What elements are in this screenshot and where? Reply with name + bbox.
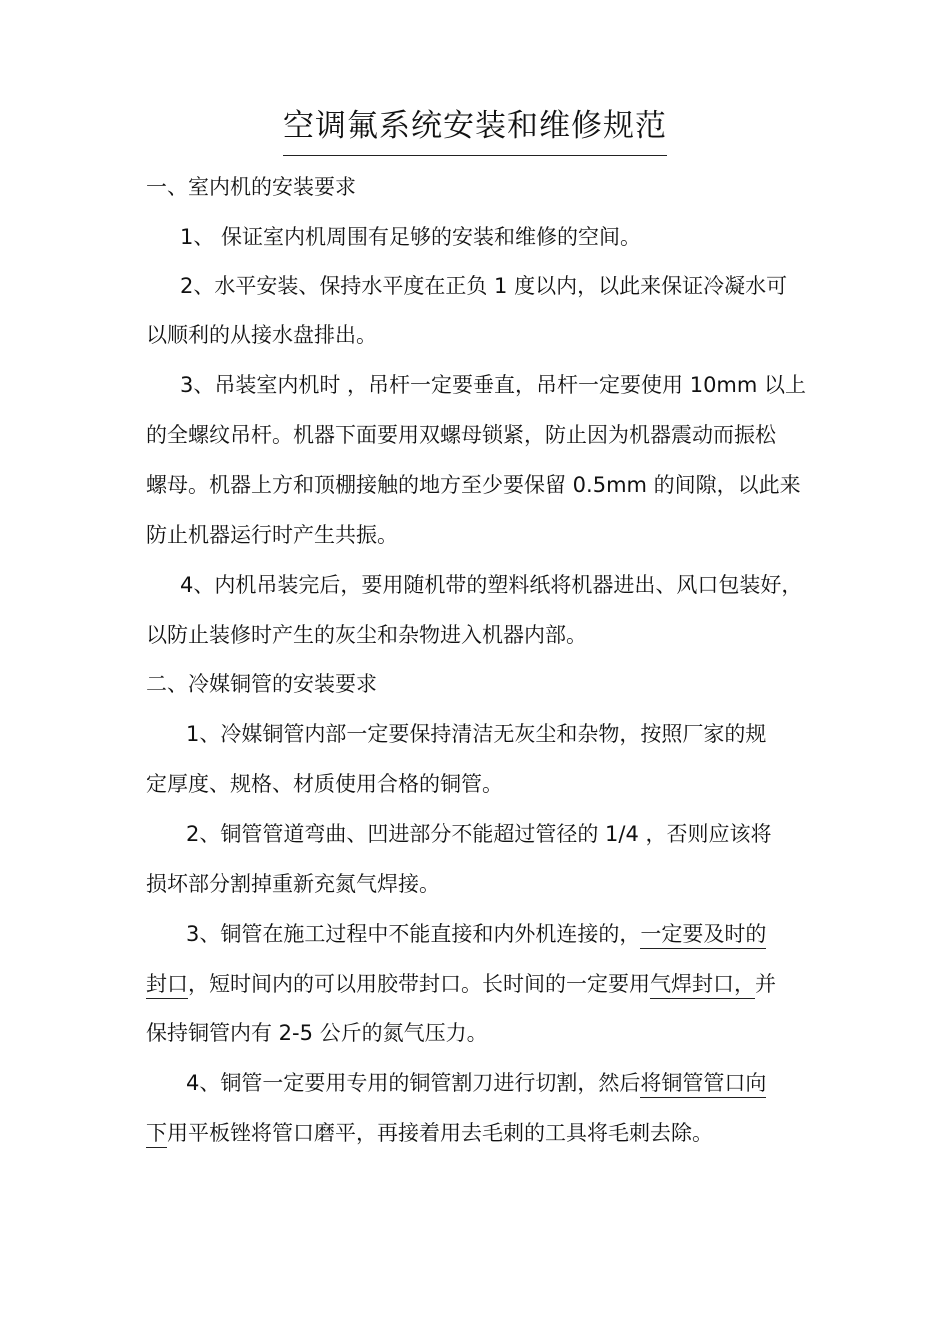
paragraph-line: 损坏部分割掉重新充氮气焊接。	[146, 872, 440, 896]
paragraph-line: 2、水平安装、保持水平度在正负 1 度以内，以此来保证冷凝水可	[180, 274, 788, 298]
paragraph-line: 2、铜管管道弯曲、凹进部分不能超过管径的 1/4 ，否则应该将	[186, 822, 772, 846]
paragraph-line	[186, 919, 766, 949]
underlined-text: 封口	[146, 972, 188, 999]
paragraph-line	[146, 1118, 713, 1148]
text-run: 3、铜管在施工过程中不能直接和内外机连接的，	[186, 922, 641, 946]
paragraph-line	[186, 1068, 766, 1098]
underlined-text: 将铜管管口向	[640, 1071, 766, 1098]
paragraph-line: 螺母。机器上方和顶棚接触的地方至少要保留 0.5mm 的间隙，以此来	[146, 473, 801, 497]
paragraph-line	[146, 969, 776, 999]
paragraph-line: 保持铜管内有 2-5 公斤的氮气压力。	[146, 1021, 488, 1045]
text-run: 4、铜管一定要用专用的铜管割刀进行切割，然后	[186, 1071, 641, 1095]
section-heading-indoor-unit: 一、室内机的安装要求	[146, 175, 356, 199]
title-underline	[283, 155, 667, 156]
paragraph-line: 以顺利的从接水盘排出。	[146, 323, 377, 347]
underlined-text: 一定要及时的	[640, 922, 766, 949]
paragraph-line: 防止机器运行时产生共振。	[146, 523, 398, 547]
underlined-text: 气焊封口，	[650, 972, 755, 999]
underlined-text: 下	[146, 1121, 167, 1148]
text-run: ，短时间内的可以用胶带封口。长时间的一定要用	[188, 972, 650, 996]
document-title: 空调氟系统安装和维修规范	[283, 108, 667, 144]
paragraph-line: 3、吊装室内机时 ，吊杆一定要垂直，吊杆一定要使用 10mm 以上	[180, 373, 807, 397]
text-run: 用平板锉将管口磨平，再接着用去毛刺的工具将毛刺去除。	[167, 1121, 713, 1145]
paragraph-line: 的全螺纹吊杆。机器下面要用双螺母锁紧，防止因为机器震动而振松	[146, 423, 776, 447]
paragraph-line: 1、 保证室内机周围有足够的安装和维修的空间。	[180, 225, 642, 249]
section-heading-copper-pipe: 二、冷媒铜管的安装要求	[146, 672, 377, 696]
text-run: 并	[755, 972, 776, 996]
paragraph-line: 以防止装修时产生的灰尘和杂物进入机器内部。	[146, 623, 587, 647]
paragraph-line: 定厚度、规格、材质使用合格的铜管。	[146, 772, 503, 796]
paragraph-line: 4、内机吊装完后，要用随机带的塑料纸将机器进出、风口包装好，	[180, 573, 803, 597]
paragraph-line: 1、冷媒铜管内部一定要保持清洁无灰尘和杂物，按照厂家的规	[186, 722, 767, 746]
